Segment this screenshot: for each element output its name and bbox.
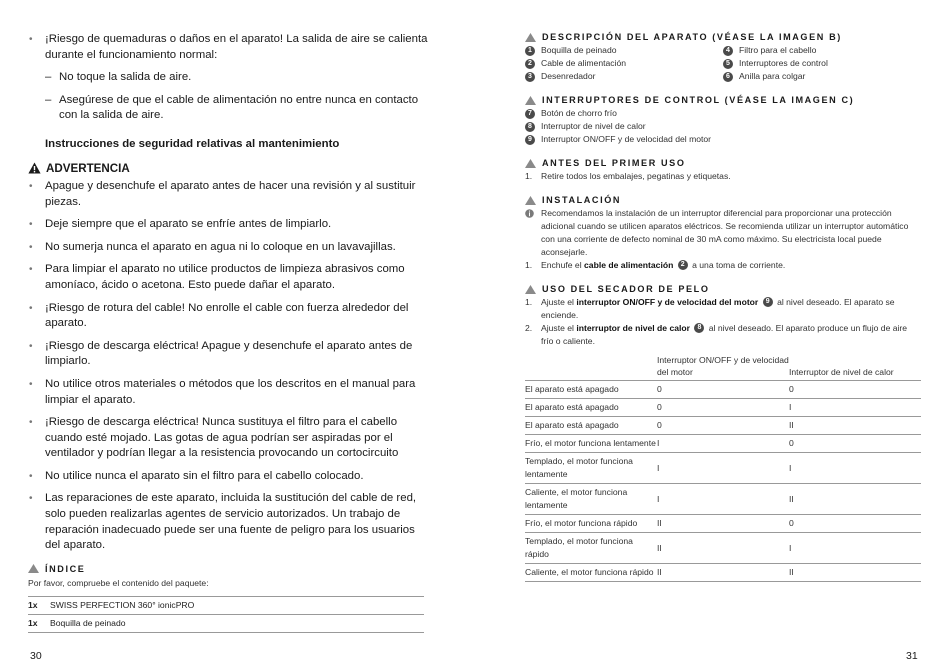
section-triangle-icon (525, 96, 536, 105)
number-badge: 6 (723, 72, 733, 82)
table-row (525, 564, 921, 582)
part-label: Filtro para el cabello (739, 45, 817, 55)
column-header: Interruptor ON/OFF y de velocidad del motor (657, 354, 789, 381)
operation-table (525, 354, 921, 582)
table-cell: Templado, el motor funciona rápido (525, 533, 657, 564)
part-label: Boquilla de peinado (541, 45, 617, 55)
step-pre: Enchufe el (541, 260, 582, 270)
table-cell: Frío, el motor funciona lentamente (525, 435, 657, 453)
warning-bullet: • No sumerja nunca el aparato en agua ni lo coloque en un lavavajillas. (28, 240, 428, 256)
left-column (28, 32, 428, 633)
section-heading (525, 284, 921, 294)
number-badge: 9 (525, 135, 535, 145)
column-header (525, 354, 657, 381)
table-cell: II (657, 564, 789, 582)
warning-bullet: • No utilice nunca el aparato sin el filtro para el cabello colocado. (28, 469, 428, 485)
package-item-name: SWISS PERFECTION 360° ionicPRO (50, 596, 424, 614)
table-cell: 0 (789, 515, 921, 533)
number-badge: 5 (723, 59, 733, 69)
table-cell: 0 (789, 381, 921, 399)
table-row (525, 399, 921, 417)
number-badge: 3 (525, 72, 535, 82)
table-cell: I (657, 453, 789, 484)
table-cell: I (657, 435, 789, 453)
device-description-section (525, 32, 921, 83)
device-description-title: DESCRIPCIÓN DEL APARATO (VÉASE LA IMAGEN B) (542, 32, 842, 42)
list-item (525, 120, 921, 133)
table-cell: I (789, 533, 921, 564)
control-switches-title: INTERRUPTORES DE CONTROL (VÉASE LA IMAGEN C) (542, 95, 855, 105)
table-cell: Caliente, el motor funciona lentamente (525, 484, 657, 515)
table-cell: El aparato está apagado (525, 417, 657, 435)
table-cell: I (657, 484, 789, 515)
number-badge: 7 (525, 109, 535, 119)
step-post: a una toma de corriente. (692, 260, 786, 270)
first-use-title: ANTES DEL PRIMER USO (542, 158, 686, 168)
section-heading (525, 195, 921, 205)
table-cell: II (789, 484, 921, 515)
list-item (525, 170, 921, 183)
warning-bullet: • ¡Riesgo de descarga eléctrica! Nunca sustituya el filtro para el cabello cuando esté mojado. Las gotas de agua podrían ser aspiradas por el ventilador y podrían llegar a la resistencia provocando un cortocircuito (28, 415, 428, 462)
table-row (525, 484, 921, 515)
section-heading (525, 32, 921, 42)
part-label: Anilla para colgar (739, 71, 806, 81)
table-cell: El aparato está apagado (525, 381, 657, 399)
warning-bullet: • Apague y desenchufe el aparato antes de hacer una revisión y al sustituir piezas. (28, 179, 428, 210)
warning-bullet: • Para limpiar el aparato no utilice productos de limpieza abrasivos como amoníaco, ácido o acetona. Esto puede dañar el aparato. (28, 262, 428, 293)
installation-info (525, 207, 921, 259)
section-triangle-icon (525, 33, 536, 42)
section-triangle-icon (525, 285, 536, 294)
table-cell: 0 (789, 435, 921, 453)
step-bold: cable de alimentación (584, 260, 674, 270)
right-page (475, 0, 950, 660)
section-heading (525, 95, 921, 105)
parts-list (525, 44, 921, 83)
table-header-row (525, 354, 921, 381)
section-triangle-icon (525, 196, 536, 205)
part-label: Desenredador (541, 71, 596, 81)
index-intro: Por favor, compruebe el contenido del paquete: (28, 577, 209, 588)
info-icon (525, 209, 534, 218)
step-pre: Ajuste el (541, 297, 574, 307)
warning-label: ADVERTENCIA (46, 161, 130, 175)
list-item (525, 133, 921, 146)
warning-bullet: • ¡Riesgo de descarga eléctrica! Apague y desenchufe el aparato antes de limpiarlo. (28, 339, 428, 370)
left-page (0, 0, 475, 660)
list-item (525, 57, 723, 70)
step-number: 1. (525, 260, 533, 270)
list-item (723, 44, 921, 57)
table-row (525, 417, 921, 435)
table-row (525, 435, 921, 453)
step-bold: interruptor ON/OFF y de velocidad del motor (576, 297, 759, 307)
controls-list (525, 107, 921, 146)
step-pre: Ajuste el (541, 323, 574, 333)
warning-icon (28, 162, 41, 174)
maintenance-heading: Instrucciones de seguridad relativas al mantenimiento (45, 137, 340, 150)
table-cell: El aparato está apagado (525, 399, 657, 417)
index-title: ÍNDICE (45, 563, 86, 574)
step-number: 1. (525, 297, 533, 307)
page-number-right: 31 (906, 650, 918, 662)
first-use-section (525, 158, 921, 183)
list-item (525, 107, 921, 120)
list-item (525, 70, 723, 83)
control-label: Botón de chorro frío (541, 108, 617, 118)
step-post: al nivel deseado. El aparato produce un flujo de aire frío o caliente. (541, 323, 908, 346)
warning-bullet: • Deje siempre que el aparato se enfríe antes de limpiarlo. (28, 217, 428, 233)
usage-title: USO DEL SECADOR DE PELO (542, 284, 710, 294)
installation-section (525, 195, 921, 272)
step-number: 1. (525, 171, 533, 181)
control-label: Interruptor de nivel de calor (541, 121, 646, 131)
step-number: 2. (525, 323, 533, 333)
list-item (723, 70, 921, 83)
list-item (525, 44, 723, 57)
table-cell: 0 (657, 417, 789, 435)
table-cell: II (789, 564, 921, 582)
table-cell: II (657, 515, 789, 533)
number-badge: 8 (525, 122, 535, 132)
table-cell: II (657, 533, 789, 564)
section-heading (525, 158, 921, 168)
table-cell: 0 (657, 399, 789, 417)
step-text: Retire todos los embalajes, pegatinas y etiquetas. (541, 171, 731, 181)
warning-bullet: • ¡Riesgo de rotura del cable! No enrolle el cable con fuerza alrededor del aparato. (28, 301, 428, 332)
number-badge: 8 (694, 323, 704, 333)
column-header: Interruptor de nivel de calor (789, 354, 921, 381)
number-badge: 9 (763, 297, 773, 307)
table-row (525, 533, 921, 564)
step-bold: interruptor de nivel de calor (576, 323, 691, 333)
list-item (723, 57, 921, 70)
dash-item: – Asegúrese de que el cable de alimentación no entre nunca en contacto con la salida de aire. (28, 93, 428, 124)
table-cell: Templado, el motor funciona lentamente (525, 453, 657, 484)
package-qty: 1x (28, 614, 50, 632)
table-cell: 0 (657, 381, 789, 399)
package-qty: 1x (28, 596, 50, 614)
table-cell: Caliente, el motor funciona rápido (525, 564, 657, 582)
number-badge: 1 (525, 46, 535, 56)
warning-bullet: • No utilice otros materiales o métodos que los descritos en el manual para limpiar el aparato. (28, 377, 428, 408)
table-cell: Frío, el motor funciona rápido (525, 515, 657, 533)
section-triangle-icon (28, 564, 39, 573)
page-number-left: 30 (30, 650, 42, 662)
list-item (525, 296, 921, 322)
section-triangle-icon (525, 159, 536, 168)
right-column (525, 32, 921, 594)
warning-heading (28, 162, 428, 175)
warning-bullet: • Las reparaciones de este aparato, incluida la sustitución del cable de red, solo pueden realizarlas agentes de servicio autorizados. Un trabajo de reparación inadecuado puede ser una fuente de peligro para los usuarios del aparato. (28, 491, 428, 553)
index-heading (28, 564, 428, 574)
package-item-name: Boquilla de peinado (50, 614, 424, 632)
control-label: Interruptor ON/OFF y de velocidad del motor (541, 134, 712, 144)
info-text: Recomendamos la instalación de un interruptor diferencial para proporcionar una protección adicional cuando se utilicen aparatos eléctricos. Se recomienda utilizar un interruptor automático con una corriente de defecto nominal de 30 mA como máximo. Su electricista local puede aconsejarle. (541, 208, 909, 257)
table-row (525, 381, 921, 399)
table-row (28, 596, 424, 614)
package-contents-table (28, 596, 424, 633)
control-switches-section (525, 95, 921, 146)
number-badge: 2 (678, 260, 688, 270)
table-cell: I (789, 399, 921, 417)
table-cell: I (789, 453, 921, 484)
step-post: al nivel deseado. El aparato se enciende. (541, 297, 895, 320)
usage-section (525, 284, 921, 582)
table-row (28, 614, 424, 632)
number-badge: 4 (723, 46, 733, 56)
table-row (525, 515, 921, 533)
burn-risk-bullet: • ¡Riesgo de quemaduras o daños en el aparato! La salida de aire se calienta durante el funcionamiento normal: (28, 32, 428, 63)
dash-item: – No toque la salida de aire. (28, 70, 428, 86)
table-row (525, 453, 921, 484)
list-item (525, 259, 921, 272)
list-item (525, 322, 921, 348)
table-cell: II (789, 417, 921, 435)
installation-title: INSTALACIÓN (542, 195, 622, 205)
number-badge: 2 (525, 59, 535, 69)
part-label: Cable de alimentación (541, 58, 627, 68)
part-label: Interruptores de control (739, 58, 828, 68)
